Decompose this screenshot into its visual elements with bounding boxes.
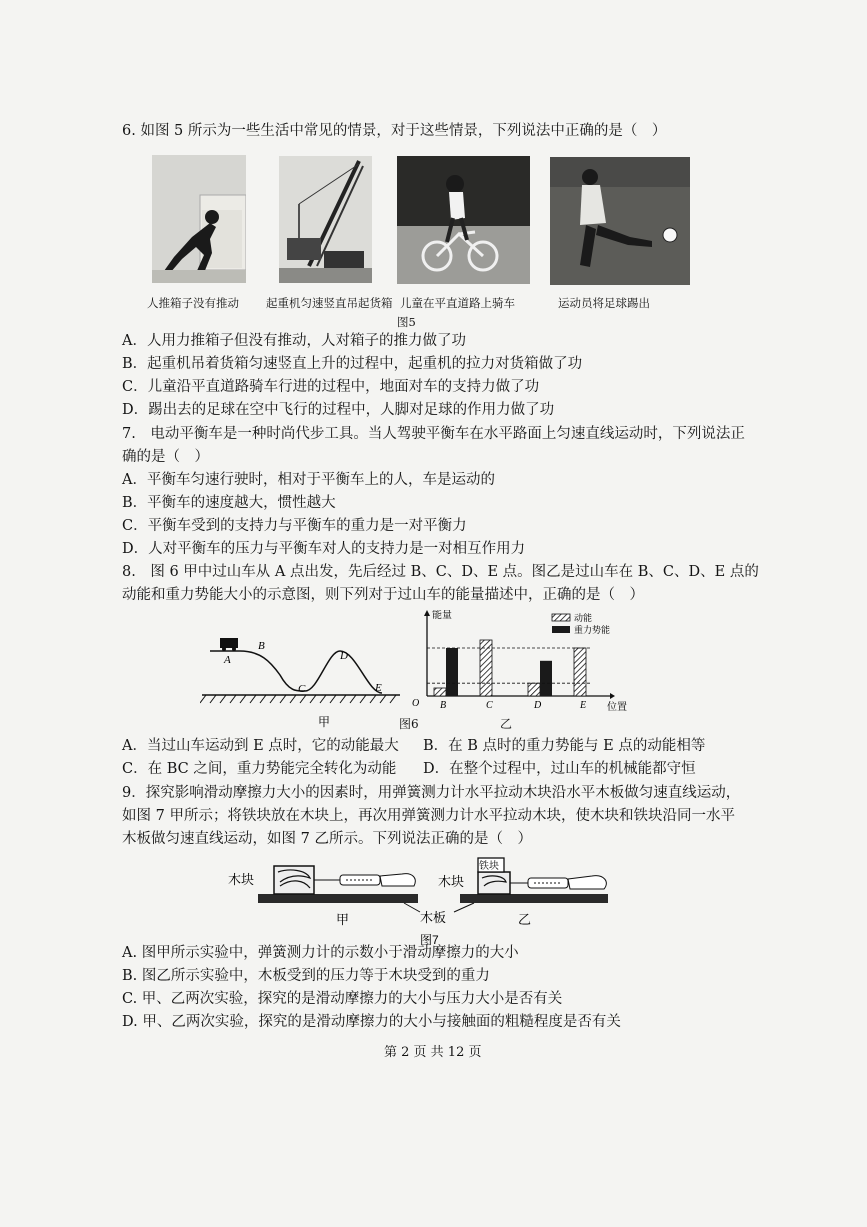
fig7-jia-label: 甲 [336, 912, 350, 927]
q6-option-b: B．起重机吊着货箱匀速竖直上升的过程中，起重机的拉力对货箱做了功 [122, 356, 583, 372]
q6-option-d: D．踢出去的足球在空中飞行的过程中，人脚对足球的作用力做了功 [122, 402, 555, 418]
x-tick-B: B [440, 700, 447, 711]
q7-stem-line2: 确的是（ ） [122, 449, 209, 465]
friction-experiment-diagram [228, 856, 638, 952]
q8-option-a: A．当过山车运动到 E 点时，它的动能最大 [122, 738, 399, 754]
caption-football: 运动员将足球踢出 [558, 296, 650, 310]
q9-option-d: D. 甲、乙两次实验，探究的是滑动摩擦力的大小与接触面的粗糙程度是否有关 [122, 1014, 621, 1030]
roller-coaster-track-diagram [200, 625, 410, 730]
bar-kinetic-D [528, 683, 540, 696]
label-wood-block-left: 木块 [228, 872, 255, 887]
q9-stem-line2: 如图 7 甲所示；将铁块放在木块上，再次用弹簧测力计水平拉动木块，使木块和铁块沿同一水平 [122, 808, 735, 824]
q8-stem-line1: 8. 图 6 甲中过山车从 A 点出发，先后经过 B、C、D、E 点。图乙是过山车在 B、C、D、E 点的 [122, 564, 759, 580]
label-wood-block-right: 木块 [438, 874, 465, 889]
photo-push-box [152, 155, 246, 283]
label-iron-block: 铁块 [479, 861, 499, 872]
x-axis-label: 位置 [607, 702, 627, 713]
label-board: 木板 [420, 910, 447, 925]
figure-7-label: 图7 [420, 933, 439, 947]
q9-stem-line3: 木板做匀速直线运动，如图 7 乙所示。下列说法正确的是（ ） [122, 831, 532, 847]
track-point-e: E [375, 682, 382, 694]
legend-potential-label: 重力势能 [574, 625, 611, 635]
fig7-yi-label: 乙 [518, 912, 532, 927]
legend-potential-swatch [552, 626, 570, 633]
x-tick-D: D [534, 700, 542, 711]
bar-kinetic-C [480, 640, 492, 696]
photo-crane [279, 156, 372, 283]
q7-stem-line1: 7. 电动平衡车是一种时尚代步工具。当人驾驶平衡车在水平路面上匀速直线运动时，下列说法正 [122, 426, 745, 442]
photo-child-bike [397, 156, 530, 284]
q7-option-c: C．平衡车受到的支持力与平衡车的重力是一对平衡力 [122, 518, 467, 534]
bar-kinetic-E [574, 648, 586, 696]
q6-option-a: A．人用力推箱子但没有推动，人对箱子的推力做了功 [122, 333, 466, 349]
x-tick-E: E [580, 700, 587, 711]
energy-bar-chart [412, 610, 642, 716]
track-point-a: A [224, 654, 231, 666]
q8-option-d: D．在整个过程中，过山车的机械能都守恒 [423, 761, 696, 777]
bar-kinetic-B [434, 688, 446, 696]
q6-stem: 6. 如图 5 所示为一些生活中常见的情景，对于这些情景，下列说法中正确的是（ ） [122, 123, 667, 139]
legend-kinetic-swatch [552, 614, 570, 621]
q6-option-c: C．儿童沿平直道路骑车行进的过程中，地面对车的支持力做了功 [122, 379, 540, 395]
fig6-jia-label: 甲 [318, 715, 331, 729]
legend-kinetic-label: 动能 [574, 613, 593, 623]
figure-6-label: 图6 [399, 717, 419, 731]
q7-option-d: D．人对平衡车的压力与平衡车对人的支持力是一对相互作用力 [122, 541, 526, 557]
caption-child-bike: 儿童在平直道路上骑车 [400, 296, 515, 310]
track-point-b: B [258, 640, 265, 652]
x-tick-C: C [486, 700, 493, 711]
fig6-yi-label: 乙 [500, 717, 513, 731]
q7-option-a: A．平衡车匀速行驶时，相对于平衡车上的人，车是运动的 [122, 472, 495, 488]
photo-kick-football [550, 157, 690, 285]
q9-option-c: C. 甲、乙两次实验，探究的是滑动摩擦力的大小与压力大小是否有关 [122, 991, 563, 1007]
caption-push-box: 人推箱子没有推动 [147, 296, 239, 310]
track-point-d: D [340, 650, 348, 662]
figure-5-label: 图5 [397, 315, 416, 329]
q9-stem-line1: 9．探究影响滑动摩擦力大小的因素时，用弹簧测力计水平拉动木块沿水平木板做匀速直线运动， [122, 785, 741, 801]
caption-crane: 起重机匀速竖直吊起货箱 [266, 296, 393, 310]
bar-potential-B [446, 648, 458, 696]
origin-label: O [412, 698, 420, 709]
q8-stem-line2: 动能和重力势能大小的示意图，则下列对于过山车的能量描述中，正确的是（ ） [122, 587, 644, 603]
track-point-c: C [298, 683, 306, 695]
q8-option-b: B．在 B 点时的重力势能与 E 点的动能相等 [423, 738, 706, 754]
y-axis-label: 能量 [432, 610, 452, 621]
q7-option-b: B．平衡车的速度越大，惯性越大 [122, 495, 336, 511]
q8-option-c: C．在 BC 之间，重力势能完全转化为动能 [122, 761, 397, 777]
q9-option-a: A. 图甲所示实验中，弹簧测力计的示数小于滑动摩擦力的大小 [122, 945, 519, 961]
q9-option-b: B. 图乙所示实验中，木板受到的压力等于木块受到的重力 [122, 968, 490, 984]
page-footer: 第 2 页 共 12 页 [384, 1045, 482, 1060]
bar-potential-D [540, 661, 552, 696]
